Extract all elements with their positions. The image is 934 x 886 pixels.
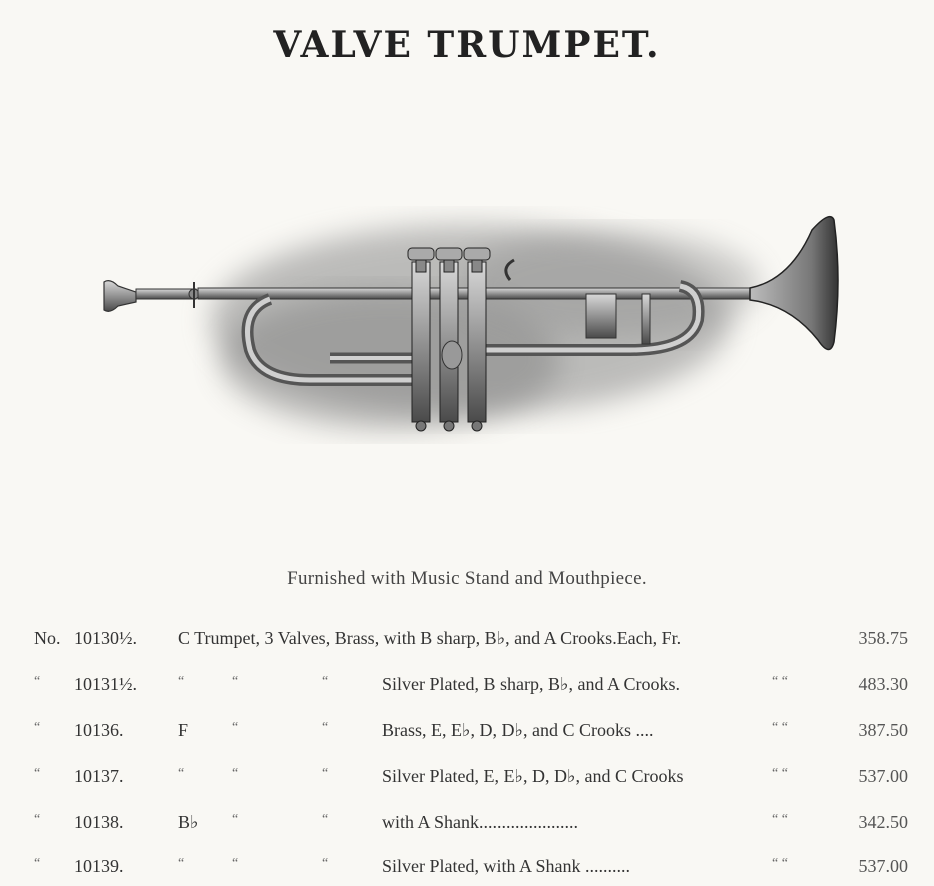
item-price: 483.30: [858, 674, 908, 694]
ditto-mark: “ “: [772, 720, 788, 735]
trumpet-illustration: [90, 190, 850, 480]
furnished-note: Furnished with Music Stand and Mouthpiece.: [287, 568, 647, 589]
ditto-mark: “: [322, 856, 329, 871]
item-price: 342.50: [858, 812, 908, 832]
ditto-mark: “: [322, 766, 329, 781]
item-description: Silver Plated, with A Shank ..........: [382, 856, 631, 876]
ditto-mark: “: [232, 674, 239, 689]
item-price: 358.75: [858, 628, 908, 648]
row-prefix: “: [34, 812, 41, 827]
item-key: B♭: [178, 812, 199, 832]
ditto-mark: “: [322, 812, 329, 827]
ditto-mark: “ “: [772, 766, 788, 781]
item-key: “: [178, 856, 185, 871]
ditto-mark: “: [322, 720, 329, 735]
item-key: “: [178, 674, 185, 689]
table-row: [0, 766, 934, 796]
item-price: 537.00: [858, 856, 908, 876]
item-price: 387.50: [858, 720, 908, 740]
item-number: 10130½.: [74, 628, 137, 648]
item-number: 10137.: [74, 766, 124, 786]
row-prefix: “: [34, 674, 41, 689]
ditto-mark: “ “: [772, 812, 788, 827]
ditto-mark: “: [232, 720, 239, 735]
ditto-mark: “ “: [772, 856, 788, 871]
ditto-mark: “ “: [772, 674, 788, 689]
item-description: Brass, E, E♭, D, D♭, and C Crooks ....: [382, 720, 654, 740]
item-description: Silver Plated, B sharp, B♭, and A Crooks.: [382, 674, 680, 694]
item-number: 10139.: [74, 856, 124, 876]
item-key: F: [178, 720, 189, 740]
item-number: 10136.: [74, 720, 124, 740]
ditto-mark: “: [232, 812, 239, 827]
table-row: [0, 674, 934, 704]
item-key: “: [178, 766, 185, 781]
row-prefix: “: [34, 720, 41, 735]
item-description: C Trumpet, 3 Valves, Brass, with B sharp, B♭, and A Crooks.Each, Fr.: [178, 628, 682, 648]
row-prefix: “: [34, 856, 41, 871]
row-prefix: No.: [34, 628, 61, 648]
ditto-mark: “: [232, 856, 239, 871]
item-description: Silver Plated, E, E♭, D, D♭, and C Crooks: [382, 766, 684, 786]
item-number: 10138.: [74, 812, 124, 832]
table-row: [0, 812, 934, 842]
table-row: [0, 856, 934, 886]
ditto-mark: “: [232, 766, 239, 781]
page-title: VALVE TRUMPET.: [273, 24, 661, 66]
row-prefix: “: [34, 766, 41, 781]
table-row: [0, 628, 934, 658]
ditto-mark: “: [322, 674, 329, 689]
table-row: [0, 720, 934, 750]
item-price: 537.00: [858, 766, 908, 786]
item-number: 10131½.: [74, 674, 137, 694]
item-description: with A Shank......................: [382, 812, 579, 832]
